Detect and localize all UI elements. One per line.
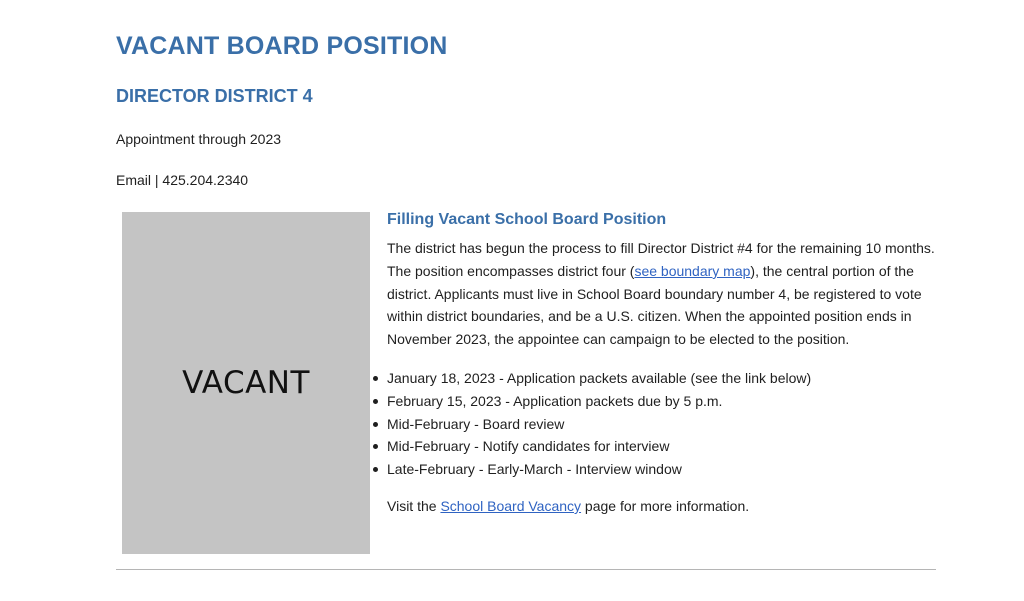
timeline-list — [387, 367, 937, 481]
school-board-vacancy-link[interactable]: School Board Vacancy — [440, 497, 582, 514]
contact-line: Email | 425.204.2340 — [116, 172, 249, 188]
visit-prefix: Visit the — [387, 497, 441, 514]
page-title: VACANT BOARD POSITION — [116, 32, 448, 60]
description-text-end: ), the central portion of the district. Applicants must live in School Board boundary number 4, be registered to vote within district boundaries, and be a U.S. citizen. When the appointed position ends in November 2023, the appointee can campaign to be elected to the position. — [387, 262, 922, 348]
vacancy-content — [387, 211, 937, 518]
timeline-item: Late-February - Early-March - Interview window — [387, 458, 937, 481]
director-district-title: DIRECTOR DISTRICT 4 — [116, 86, 313, 106]
boundary-map-link[interactable]: see boundary map — [634, 262, 751, 279]
description-text-start: The district has begun the process to fill Director District #4 for the remaining 10 months. The position encompasses district four ( — [387, 240, 935, 279]
section-divider — [116, 569, 936, 570]
timeline-item: February 15, 2023 - Application packets due by 5 p.m. — [387, 390, 937, 413]
timeline-item: January 18, 2023 - Application packets available (see the link below) — [387, 367, 937, 390]
description-paragraph — [387, 237, 937, 351]
timeline-item: Mid-February - Board review — [387, 413, 937, 436]
appointment-text: Appointment through 2023 — [116, 131, 282, 147]
timeline-item: Mid-February - Notify candidates for interview — [387, 435, 937, 458]
vacant-label: VACANT — [182, 365, 310, 401]
more-info-line — [387, 495, 937, 518]
visit-suffix: page for more information. — [581, 497, 750, 514]
section-heading: Filling Vacant School Board Position — [387, 211, 667, 228]
vacant-photo-placeholder — [122, 212, 370, 554]
